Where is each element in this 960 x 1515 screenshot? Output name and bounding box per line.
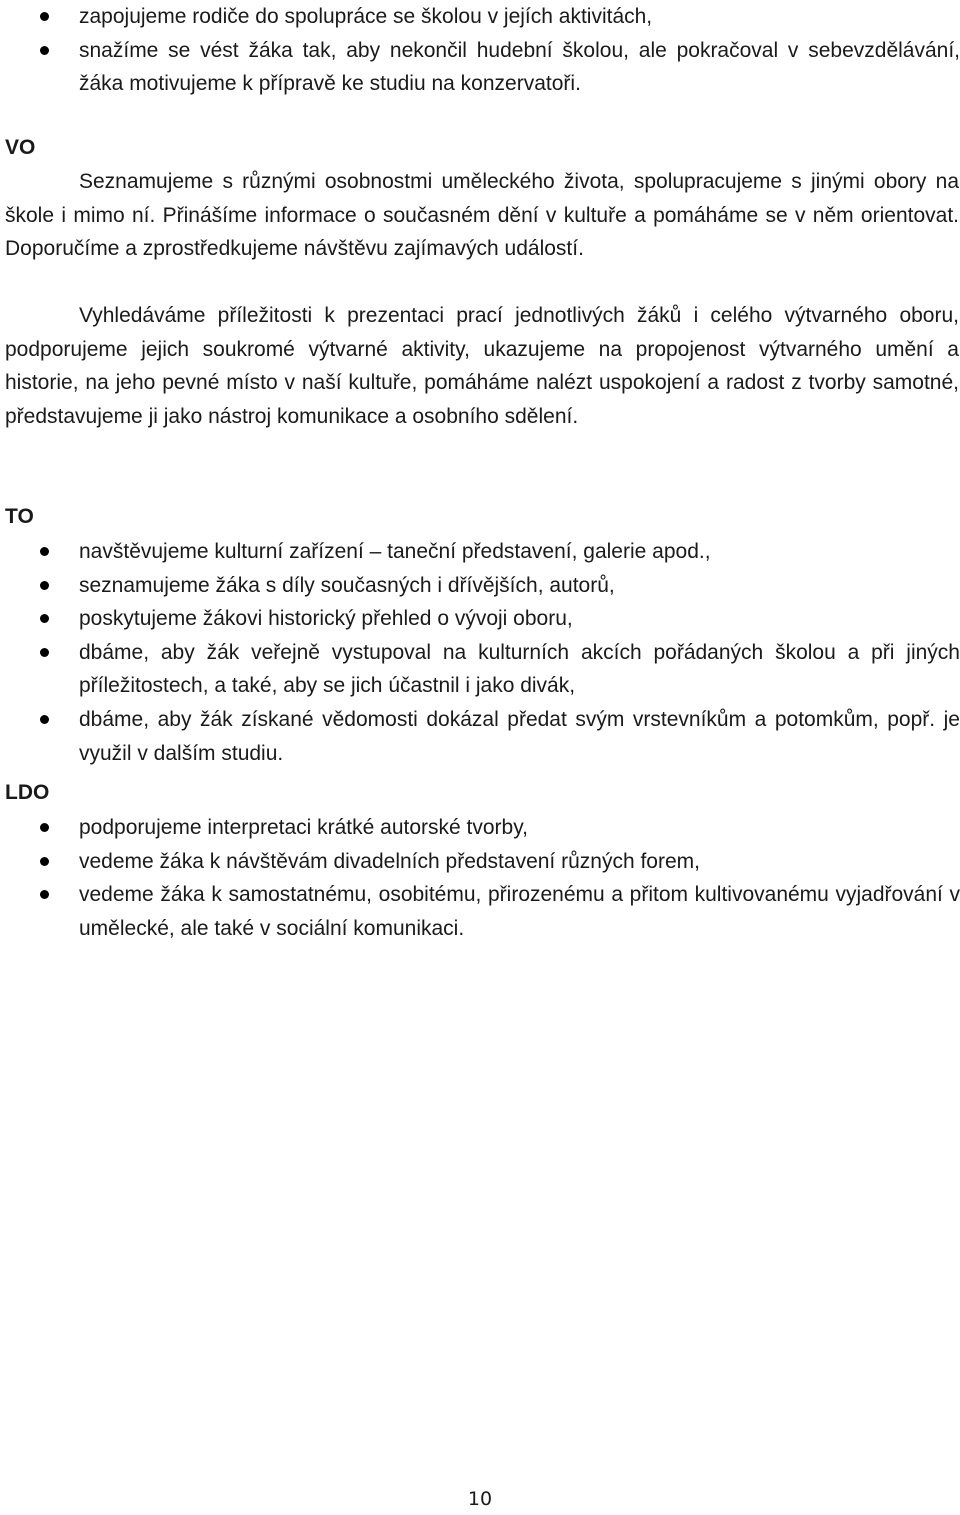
list-item bbox=[0, 845, 960, 879]
list-item bbox=[0, 34, 960, 101]
intro-list bbox=[0, 0, 960, 101]
bullet-icon bbox=[40, 581, 49, 590]
list-item-text: podporujeme interpretaci krátké autorské tvorby, bbox=[79, 816, 528, 839]
list-item bbox=[0, 0, 960, 34]
bullet-icon bbox=[40, 547, 49, 556]
section-heading-to: TO bbox=[5, 505, 34, 528]
ldo-list bbox=[0, 811, 960, 945]
vo-paragraph-2 bbox=[5, 299, 959, 433]
list-item-text: vedeme žáka k samostatnému, osobitému, přirozenému a přitom kultivovanému vyjadřování v umělecké, ale také v sociální komunikaci. bbox=[79, 883, 960, 940]
bullet-icon bbox=[40, 46, 49, 55]
bullet-icon bbox=[40, 648, 49, 657]
list-item-text: poskytujeme žákovi historický přehled o vývoji oboru, bbox=[79, 607, 573, 631]
list-item bbox=[0, 811, 960, 845]
list-item-text: dbáme, aby žák veřejně vystupoval na kulturních akcích pořádaných školou a při jiných příležitostech, a také, aby se jich účastnil i jako divák, bbox=[79, 640, 960, 698]
list-item bbox=[0, 569, 960, 603]
vo-paragraph-1-text: Seznamujeme s různými osobnostmi uměleckého života, spolupracujeme s jinými obory na škole i mimo ní. Přinášíme informace o současném dění v kultuře a pomáháme se v něm orientovat. Doporučíme a zprostředkujeme návštěvu zajímavých událostí. bbox=[5, 170, 959, 261]
section-heading-vo: VO bbox=[5, 136, 36, 159]
vo-paragraph-2-text: Vyhledáváme příležitosti k prezentaci prací jednotlivých žáků i celého výtvarného oboru, podporujeme jejich soukromé výtvarné aktivity, ukazujeme na propojenost výtvarného umění a historie, na jeho pevné místo v naší kultuře, pomáháme nalézt uspokojení a radost z tvorby samotné, představujeme ji jako nástroj komunikace a osobního sdělení. bbox=[5, 304, 959, 428]
list-item bbox=[0, 878, 960, 945]
list-item-text: seznamujeme žáka s díly současných i dřívějších, autorů, bbox=[79, 573, 615, 597]
bullet-icon bbox=[40, 715, 49, 724]
list-item bbox=[0, 636, 960, 703]
list-item-text: zapojujeme rodiče do spolupráce se školou v jejích aktivitách, bbox=[79, 5, 653, 28]
list-item bbox=[0, 703, 960, 770]
page-number: 10 bbox=[467, 1488, 493, 1510]
bullet-icon bbox=[40, 823, 49, 832]
bullet-icon bbox=[40, 890, 49, 899]
list-item bbox=[0, 602, 960, 636]
bullet-icon bbox=[40, 12, 49, 21]
list-item-text: vedeme žáka k návštěvám divadelních představení různých forem, bbox=[79, 849, 700, 873]
section-heading-ldo: LDO bbox=[5, 781, 50, 804]
list-item-text: snažíme se vést žáka tak, aby nekončil hudební školou, ale pokračoval v sebevzdělávání, žáka motivujeme k přípravě ke studiu na konzervatoři. bbox=[79, 38, 960, 96]
vo-paragraph-1 bbox=[5, 165, 959, 266]
list-item bbox=[0, 535, 960, 569]
to-list bbox=[0, 535, 960, 770]
bullet-icon bbox=[40, 614, 49, 623]
bullet-icon bbox=[40, 857, 49, 866]
list-item-text: navštěvujeme kulturní zařízení – taneční představení, galerie apod., bbox=[79, 540, 711, 563]
list-item-text: dbáme, aby žák získané vědomosti dokázal předat svým vrstevníkům a potomkům, popř. je využil v dalším studiu. bbox=[79, 707, 960, 765]
